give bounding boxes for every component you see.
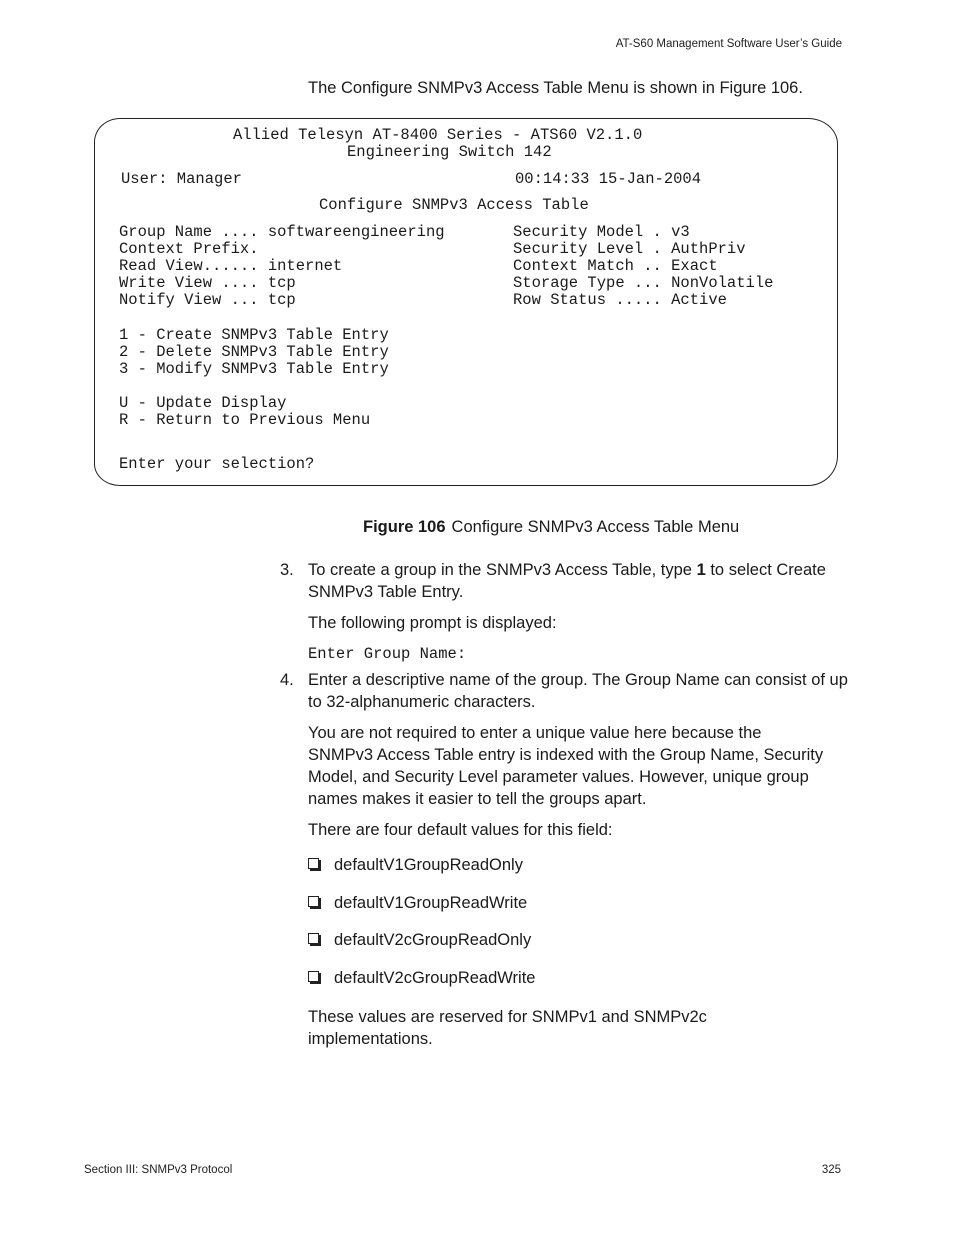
screen-user: User: Manager <box>121 170 242 188</box>
menu-option-modify: 3 - Modify SNMPv3 Table Entry <box>119 360 389 378</box>
reserved-note: These values are reserved for SNMPv1 and SNMPv2c implementations. <box>308 1008 707 1048</box>
menu-option-delete: 2 - Delete SNMPv3 Table Entry <box>119 343 389 361</box>
screen-title: Allied Telesyn AT-8400 Series - ATS60 V2.1.0 <box>233 126 643 144</box>
page-number: 325 <box>821 1164 841 1176</box>
screen-datetime: 00:14:33 15-Jan-2004 <box>515 170 702 188</box>
checkbox-bullet-icon <box>308 896 319 907</box>
default-item: defaultV2cGroupReadOnly <box>308 931 531 950</box>
group-name-prompt: Enter Group Name: <box>308 645 467 663</box>
running-header: AT-S60 Management Software User’s Guide <box>615 38 842 50</box>
default-item: defaultV2cGroupReadWrite <box>308 969 535 988</box>
field-security-level: Security Level . AuthPriv <box>513 240 746 258</box>
bold-option: 1 <box>696 561 706 579</box>
default-item: defaultV1GroupReadOnly <box>308 856 523 875</box>
footer-section: Section III: SNMPv3 Protocol <box>84 1164 233 1176</box>
checkbox-bullet-icon <box>308 971 319 982</box>
checkbox-bullet-icon <box>308 858 319 869</box>
step-number: 3. <box>280 561 294 579</box>
step-text: To create a group in the SNMPv3 Access Table, type 1 to select Create SNMPv3 Table Entry. <box>308 561 826 601</box>
figure-caption-text: Configure SNMPv3 Access Table Menu <box>451 518 740 536</box>
checkbox-bullet-icon <box>308 933 319 944</box>
terminal-screen <box>94 118 838 486</box>
field-security-model: Security Model . v3 <box>513 223 690 241</box>
menu-option-create: 1 - Create SNMPv3 Table Entry <box>119 326 389 344</box>
screen-subtitle: Engineering Switch 142 <box>347 143 552 161</box>
selection-prompt: Enter your selection? <box>119 455 315 473</box>
field-group-name: Group Name .... softwareengineering <box>119 223 445 241</box>
field-context-prefix: Context Prefix. <box>119 240 259 258</box>
field-row-status: Row Status ..... Active <box>513 291 727 309</box>
unique-value-paragraph: You are not required to enter a unique value here because the SNMPv3 Access Table entry is indexed with the Group Name, Security Model, and Security Level parameter values. However, unique group names makes it easier to tell the groups apart. <box>308 724 824 808</box>
step-text: Enter a descriptive name of the group. The Group Name can consist of up to 32-alphanumeric characters. <box>308 671 848 711</box>
field-context-match: Context Match .. Exact <box>513 257 718 275</box>
step-number: 4. <box>280 671 294 689</box>
menu-option-return: R - Return to Previous Menu <box>119 411 371 429</box>
defaults-intro: There are four default values for this field: <box>308 821 613 839</box>
figure-label: Figure 106 <box>363 518 446 536</box>
field-notify-view: Notify View ... tcp <box>119 291 296 309</box>
menu-option-update: U - Update Display <box>119 394 287 412</box>
default-item: defaultV1GroupReadWrite <box>308 894 527 913</box>
field-read-view: Read View...... internet <box>119 257 343 275</box>
field-storage-type: Storage Type ... NonVolatile <box>513 274 774 292</box>
figure-caption <box>363 518 739 537</box>
screen-menu-title: Configure SNMPv3 Access Table <box>319 196 589 214</box>
following-prompt-text: The following prompt is displayed: <box>308 614 557 632</box>
intro-text: The Configure SNMPv3 Access Table Menu is shown in Figure 106. <box>308 79 803 97</box>
field-write-view: Write View .... tcp <box>119 274 296 292</box>
